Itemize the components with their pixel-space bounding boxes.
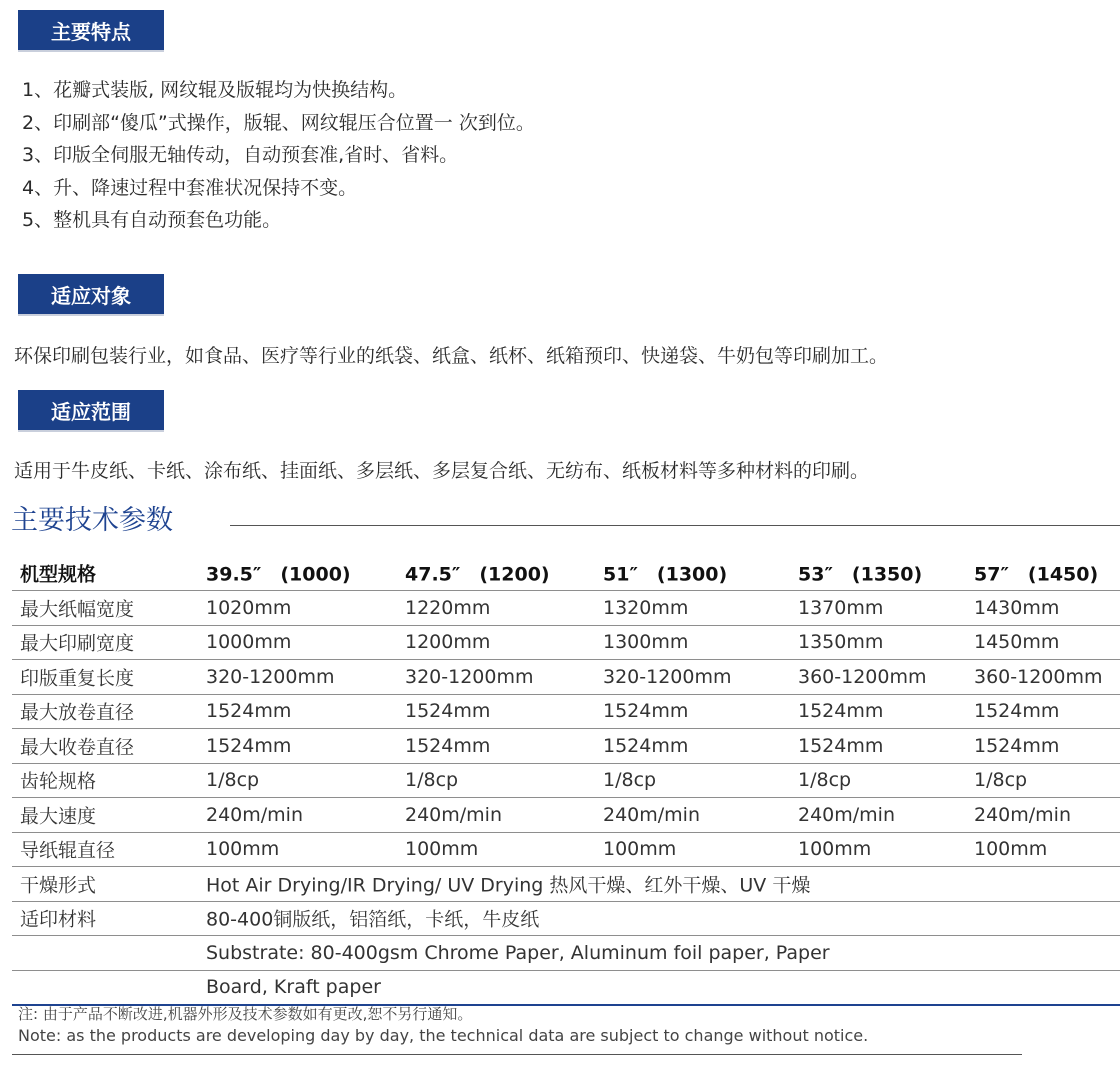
- row-value: 1524mm: [206, 700, 292, 723]
- feature-item: 1、花瓣式装版, 网纹辊及版辊均为快换结构。: [22, 79, 408, 101]
- spec-table-header: [12, 555, 1120, 591]
- row-label: 适印材料: [20, 908, 97, 931]
- row-label: 最大印刷宽度: [20, 632, 135, 655]
- row-value: 360-1200mm: [974, 665, 1103, 688]
- table-row-drying: [12, 867, 1120, 902]
- table-row: [12, 626, 1120, 661]
- row-value: 100mm: [405, 838, 479, 861]
- row-value: 1220mm: [405, 596, 491, 619]
- table-row: [12, 591, 1120, 626]
- row-value: 1524mm: [798, 700, 884, 723]
- row-value: 1524mm: [974, 734, 1060, 757]
- table-row-materials: [12, 902, 1120, 937]
- table-row: [12, 660, 1120, 695]
- row-label: 最大速度: [20, 805, 97, 828]
- scope-paragraph: 适用于牛皮纸、卡纸、涂布纸、挂面纸、多层纸、多层复合纸、无纺布、纸板材料等多种材料的印刷。: [14, 460, 870, 482]
- section-badge-features: 主要特点: [18, 10, 164, 50]
- feature-item: 4、升、降速过程中套准状况保持不变。: [22, 176, 358, 199]
- row-value: 1020mm: [206, 596, 292, 619]
- feature-item: 2、印刷部“傻瓜”式操作，版辊、网纹辊压合位置一 次到位。: [22, 111, 535, 134]
- table-row: [12, 798, 1120, 833]
- table-row: [12, 833, 1120, 868]
- row-label: 齿轮规格: [20, 770, 97, 793]
- table-row-materials-en-2: [12, 971, 1120, 1007]
- table-row: [12, 764, 1120, 799]
- header-cell: 57″ (1450): [974, 563, 1099, 585]
- row-value: 240m/min: [974, 803, 1072, 826]
- features-list: [22, 74, 535, 237]
- spec-table: [12, 555, 1120, 1006]
- header-cell: 39.5″ (1000): [206, 563, 351, 585]
- row-value: 360-1200mm: [798, 665, 927, 688]
- row-value: 1/8cp: [603, 769, 657, 792]
- section-badge-targets: 适应对象: [18, 274, 164, 314]
- table-row: [12, 695, 1120, 730]
- row-value: 1/8cp: [974, 769, 1028, 792]
- row-label: 印版重复长度: [20, 667, 135, 690]
- row-value: 240m/min: [603, 803, 701, 826]
- table-row-materials-en: [12, 936, 1120, 971]
- row-value: 1350mm: [798, 631, 884, 654]
- header-cell: 机型规格: [20, 563, 97, 585]
- row-value: 320-1200mm: [405, 665, 534, 688]
- row-value: 1524mm: [798, 734, 884, 757]
- row-value: 320-1200mm: [206, 665, 335, 688]
- header-cell: 53″ (1350): [798, 563, 923, 585]
- row-value: 100mm: [798, 838, 872, 861]
- row-value: 320-1200mm: [603, 665, 732, 688]
- row-value: 240m/min: [206, 803, 304, 826]
- row-value: 1524mm: [405, 700, 491, 723]
- row-label: 最大纸幅宽度: [20, 598, 135, 621]
- row-value: 1200mm: [405, 631, 491, 654]
- row-value: 1370mm: [798, 596, 884, 619]
- row-value: 100mm: [603, 838, 677, 861]
- row-value: 1524mm: [603, 734, 689, 757]
- feature-item: 3、印版全伺服无轴传动，自动预套准,省时、省料。: [22, 144, 459, 166]
- row-value: 1300mm: [603, 631, 689, 654]
- bottom-rule: [12, 1054, 1022, 1055]
- row-label: 干燥形式: [20, 874, 97, 897]
- row-value: 1524mm: [206, 734, 292, 757]
- feature-item: 5、整机具有自动预套色功能。: [22, 209, 282, 231]
- row-label: 最大放卷直径: [20, 701, 135, 724]
- row-value: Board, Kraft paper: [206, 976, 381, 999]
- row-value: 240m/min: [405, 803, 503, 826]
- row-value: 1450mm: [974, 631, 1060, 654]
- row-value: 100mm: [206, 838, 280, 861]
- row-value: 1524mm: [974, 700, 1060, 723]
- row-value: 1320mm: [603, 596, 689, 619]
- row-value: 1524mm: [405, 734, 491, 757]
- row-value: 1430mm: [974, 596, 1060, 619]
- section-badge-scope: 适应范围: [18, 390, 164, 430]
- row-label: 导纸辊直径: [20, 839, 116, 862]
- table-row: [12, 729, 1120, 764]
- row-value: 1524mm: [603, 700, 689, 723]
- row-value: Hot Air Drying/IR Drying/ UV Drying 热风干燥、红外干燥、UV 干燥: [206, 874, 811, 897]
- row-value: 100mm: [974, 838, 1048, 861]
- targets-paragraph: 环保印刷包装行业，如食品、医疗等行业的纸袋、纸盒、纸杯、纸箱预印、快递袋、牛奶包等印刷加工。: [14, 345, 889, 367]
- note-cn: 注: 由于产品不断改进,机器外形及技术参数如有更改,恕不另行通知。: [18, 1005, 473, 1023]
- row-value: 1/8cp: [206, 769, 260, 792]
- row-value: 1/8cp: [405, 769, 459, 792]
- title-rule: [230, 525, 1120, 526]
- row-value: 1/8cp: [798, 769, 852, 792]
- header-cell: 51″ (1300): [603, 563, 728, 585]
- row-value: 1000mm: [206, 631, 292, 654]
- row-value: 80-400铜版纸，铝箔纸，卡纸，牛皮纸: [206, 908, 540, 931]
- row-value: Substrate: 80-400gsm Chrome Paper, Aluminum foil paper, Paper: [206, 941, 830, 964]
- header-cell: 47.5″ (1200): [405, 563, 550, 585]
- row-label: 最大收卷直径: [20, 736, 135, 759]
- spec-rows: [12, 591, 1120, 867]
- specs-title: 主要技术参数: [11, 505, 173, 536]
- note-en: Note: as the products are developing day by day, the technical data are subject to change without notice.: [18, 1026, 869, 1045]
- row-value: 240m/min: [798, 803, 896, 826]
